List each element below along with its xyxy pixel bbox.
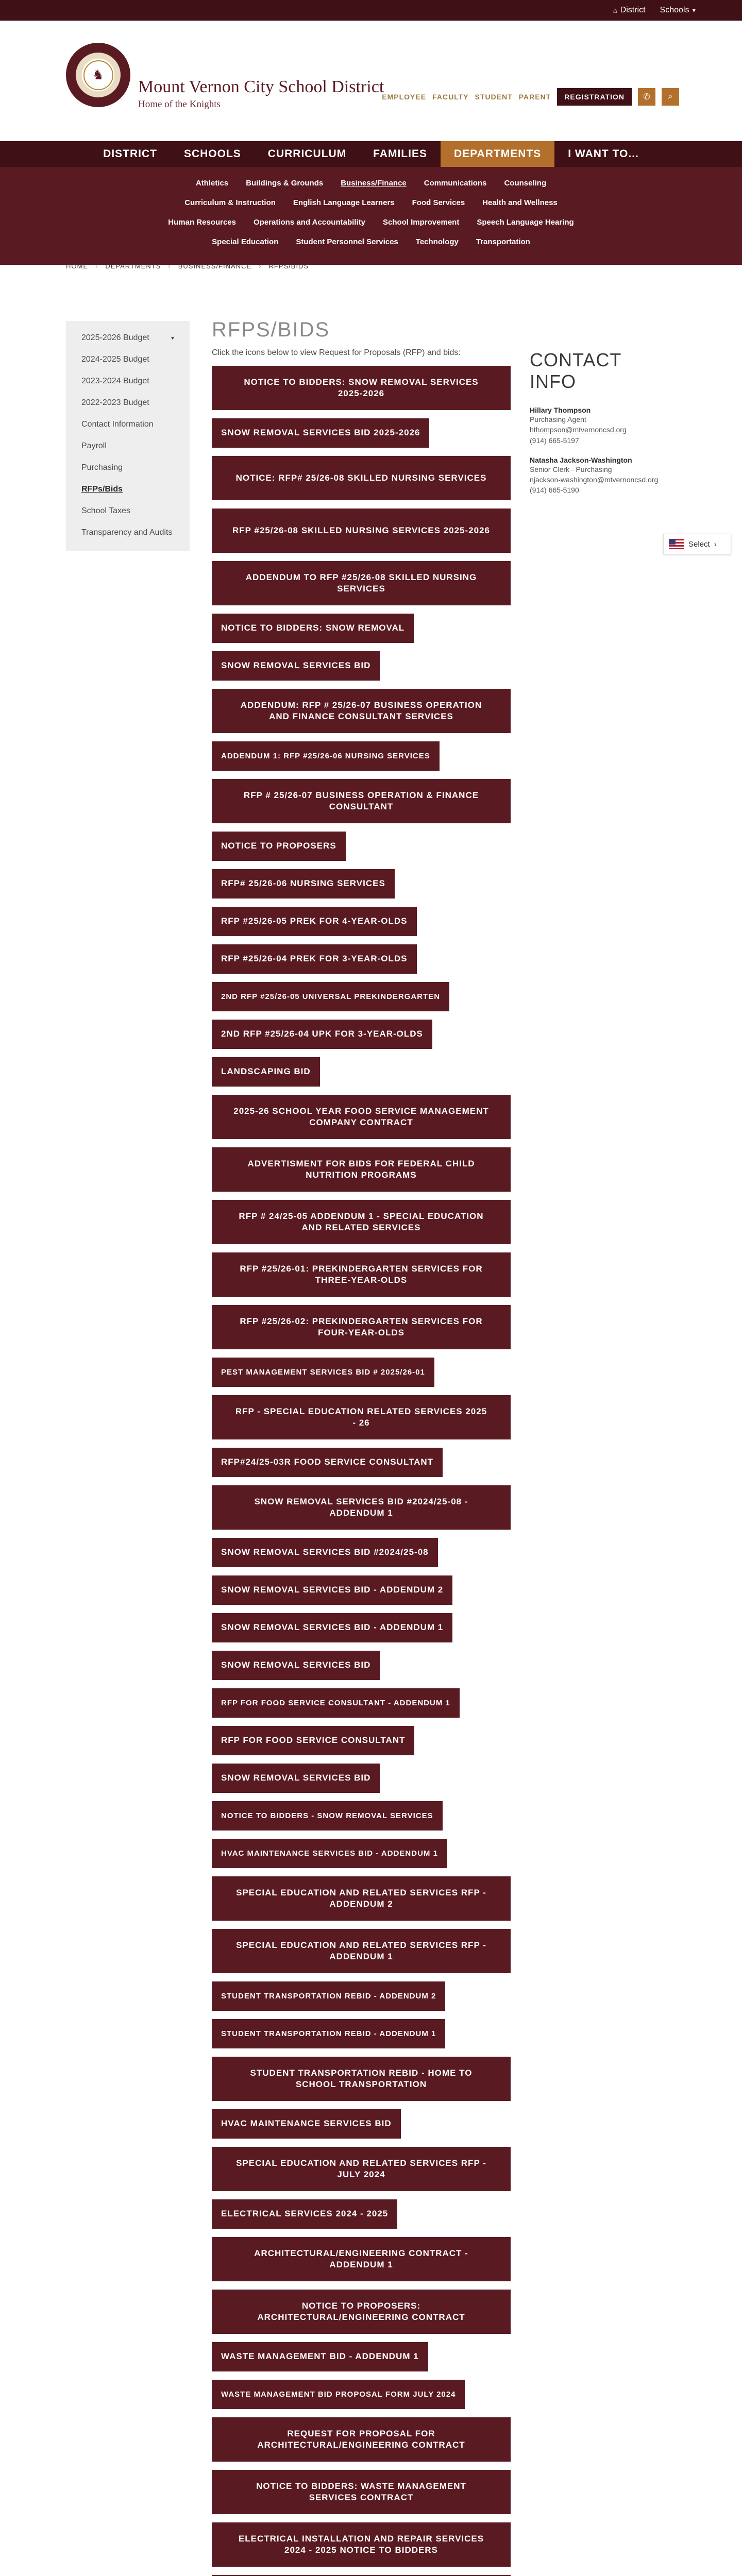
rfp-link-button[interactable]: RFP #25/26-05 PREK FOR 4-YEAR-OLDS [212, 907, 417, 936]
rfp-link-button[interactable]: NOTICE: RFP# 25/26-08 SKILLED NURSING SERVICES [212, 456, 511, 500]
subnav-curriculum-instruction[interactable]: Curriculum & Instruction [184, 198, 276, 207]
rfp-link-button[interactable]: 2ND RFP #25/26-05 UNIVERSAL PREKINDERGARTEN [212, 982, 449, 1011]
rfp-link-button[interactable]: STUDENT TRANSPORTATION REBID - HOME TO SCHOOL TRANSPORTATION [212, 2057, 511, 2101]
brand[interactable] [138, 77, 384, 110]
rfp-link-button[interactable]: WASTE MANAGEMENT BID - ADDENDUM 1 [212, 2342, 428, 2371]
subnav-communications[interactable]: Communications [424, 178, 487, 188]
rfp-link-button[interactable]: SPECIAL EDUCATION AND RELATED SERVICES RFP - ADDENDUM 1 [212, 1929, 511, 1973]
schools-dropdown[interactable] [660, 6, 696, 15]
rfp-link-button[interactable]: NOTICE TO PROPOSERS [212, 832, 346, 861]
subnav-speech-language[interactable]: Speech Language Hearing [477, 217, 574, 227]
home-icon: ⌂ [613, 6, 617, 14]
quicklink-employee[interactable]: EMPLOYEE [382, 93, 427, 101]
rfp-link-button[interactable]: NOTICE TO BIDDERS: WASTE MANAGEMENT SERVICES CONTRACT [212, 2470, 511, 2514]
schools-label: Schools [660, 6, 689, 14]
contact-title: Senior Clerk - Purchasing [530, 465, 612, 473]
sidebar-item-budget-2024-2025[interactable] [66, 349, 190, 370]
rfp-link-button[interactable]: SNOW REMOVAL SERVICES BID [212, 1651, 380, 1680]
rfp-link-button[interactable]: SNOW REMOVAL SERVICES BID #2024/25-08 [212, 1538, 438, 1567]
rfp-link-button[interactable]: SNOW REMOVAL SERVICES BID 2025-2026 [212, 418, 429, 448]
rfp-link-button[interactable]: WASTE MANAGEMENT BID PROPOSAL FORM JULY 2024 [212, 2380, 465, 2409]
quicklinks [382, 88, 679, 106]
sidebar-item-rfps-bids[interactable] [66, 479, 190, 500]
breadcrumb-current: RFPS/BIDS [268, 262, 309, 270]
sidebar-item-contact-information[interactable] [66, 414, 190, 435]
sidebar-item-label: 2023-2024 Budget [81, 377, 149, 385]
sidebar-item-label: 2025-2026 Budget [81, 333, 149, 342]
subnav-student-personnel[interactable]: Student Personnel Services [296, 237, 398, 246]
sidebar-item-school-taxes[interactable] [66, 500, 190, 522]
subnav-technology[interactable]: Technology [415, 237, 459, 246]
utility-bar [0, 0, 742, 21]
rfp-link-button[interactable]: STUDENT TRANSPORTATION REBID - ADDENDUM 1 [212, 2019, 445, 2048]
sidebar-item-label: Contact Information [81, 420, 154, 429]
sidebar-item-label: 2022-2023 Budget [81, 398, 149, 407]
breadcrumb-separator: › [259, 262, 262, 270]
rfp-link-button[interactable]: RFP # 24/25-05 ADDENDUM 1 - SPECIAL EDUCATION AND RELATED SERVICES [212, 1200, 511, 1244]
rfp-link-button[interactable]: ARCHITECTURAL/ENGINEERING CONTRACT - ADDENDUM 1 [212, 2237, 511, 2281]
main-navigation [0, 141, 742, 167]
rfp-link-button[interactable]: SNOW REMOVAL SERVICES BID [212, 651, 380, 681]
contact-phone: (914) 665-5190 [530, 486, 579, 495]
quicklink-faculty[interactable]: FACULTY [432, 93, 469, 101]
breadcrumb-business-finance[interactable]: BUSINESS/FINANCE [178, 262, 252, 270]
us-flag-icon [669, 539, 684, 549]
subnav-athletics[interactable]: Athletics [195, 178, 229, 188]
subnav-business-finance[interactable]: Business/Finance [341, 178, 407, 188]
sidebar-item-label: Purchasing [81, 463, 123, 472]
rfp-link-button[interactable]: NOTICE TO BIDDERS - SNOW REMOVAL SERVICES [212, 1801, 443, 1831]
site-subtitle: Home of the Knights [138, 99, 221, 110]
sidebar-item-budget-2023-2024[interactable] [66, 370, 190, 392]
rfp-link-button[interactable]: RFP #25/26-04 PREK FOR 3-YEAR-OLDS [212, 944, 417, 974]
breadcrumb [66, 262, 309, 270]
rfp-link-button[interactable]: ADVERTISMENT FOR BIDS FOR FEDERAL CHILD NUTRITION PROGRAMS [212, 1147, 511, 1192]
contact-email-link[interactable]: hthompson@mtvernoncsd.org [530, 426, 627, 434]
nav-curriculum[interactable]: CURRICULUM [267, 148, 347, 160]
subnav-transportation[interactable]: Transportation [476, 237, 530, 246]
nav-i-want-to[interactable]: I WANT TO... [568, 148, 639, 160]
sidebar-item-budget-2022-2023[interactable] [66, 392, 190, 414]
nav-schools[interactable]: SCHOOLS [183, 148, 241, 160]
contact-card [530, 456, 664, 496]
seal-emblem-icon: ♞ [83, 60, 113, 90]
section-sidebar [66, 321, 190, 551]
contact-heading: CONTACT INFO [530, 349, 621, 392]
rfp-link-button[interactable]: RFP # 25/26-07 BUSINESS OPERATION & FINANCE CONSULTANT [212, 779, 511, 823]
contact-email-link[interactable]: njackson-washington@mtvernoncsd.org [530, 476, 659, 484]
subnav-health-wellness[interactable]: Health and Wellness [482, 198, 558, 207]
rfp-link-button[interactable]: RFP# 25/26-06 NURSING SERVICES [212, 869, 395, 899]
rfp-link-button[interactable]: HVAC MAINTENANCE SERVICES BID [212, 2109, 401, 2139]
district-seal-logo[interactable] [66, 43, 130, 107]
rfp-link-button[interactable]: RFP FOR FOOD SERVICE CONSULTANT [212, 1726, 414, 1755]
subnav-counseling[interactable]: Counseling [504, 178, 547, 188]
contact-name: Hillary Thompson [530, 406, 591, 414]
chevron-down-icon: ▾ [692, 6, 696, 14]
chevron-down-icon[interactable]: ▾ [171, 334, 174, 342]
rfp-link-button[interactable]: LANDSCAPING BID [212, 1057, 320, 1087]
sidebar-item-label: RFPs/Bids [81, 485, 123, 494]
registration-button[interactable]: REGISTRATION [557, 88, 632, 106]
subnav-school-improvement[interactable]: School Improvement [382, 217, 460, 227]
subnav-buildings-grounds[interactable]: Buildings & Grounds [246, 178, 324, 188]
sidebar-item-label: School Taxes [81, 506, 130, 515]
site-title: Mount Vernon City School District [138, 77, 384, 96]
district-link[interactable] [613, 6, 646, 15]
rfp-link-button[interactable]: RFP #25/26-08 SKILLED NURSING SERVICES 2025-2026 [212, 509, 511, 553]
rfp-link-button[interactable]: NOTICE TO BIDDERS: SNOW REMOVAL [212, 614, 414, 643]
intro-text: Click the icons below to view Request for Proposals (RFP) and bids: [212, 348, 461, 357]
rfp-link-button[interactable]: HVAC MAINTENANCE SERVICES BID - ADDENDUM 1 [212, 1839, 447, 1868]
quicklink-parent[interactable]: PARENT [518, 93, 551, 101]
district-label: District [620, 6, 646, 14]
breadcrumb-separator: › [168, 262, 171, 270]
rfp-link-button[interactable]: STUDENT TRANSPORTATION REBID - ADDENDUM 2 [212, 1981, 445, 2011]
rfp-link-button[interactable]: ADDENDUM 1: RFP #25/26-06 NURSING SERVICES [212, 741, 440, 771]
rfp-link-button[interactable]: RFP #25/26-01: PREKINDERGARTEN SERVICES FOR THREE-YEAR-OLDS [212, 1252, 511, 1297]
rfp-button-list [212, 366, 511, 2576]
nav-district[interactable]: DISTRICT [103, 148, 157, 160]
main-content [212, 318, 511, 2576]
language-selector[interactable] [663, 534, 731, 554]
rfp-link-button[interactable]: NOTICE TO BIDDERS: SNOW REMOVAL SERVICES 2025-2026 [212, 366, 511, 410]
sidebar-item-budget-2025-2026[interactable] [66, 327, 190, 349]
rfp-link-button[interactable]: ELECTRICAL INSTALLATION AND REPAIR SERVICES 2024 - 2025 NOTICE TO BIDDERS [212, 2522, 511, 2567]
rfp-link-button[interactable]: 2ND RFP #25/26-04 UPK FOR 3-YEAR-OLDS [212, 1020, 432, 1049]
rfp-link-button[interactable]: SNOW REMOVAL SERVICES BID #2024/25-08 - ADDENDUM 1 [212, 1485, 511, 1530]
rfp-link-button[interactable]: RFP - SPECIAL EDUCATION RELATED SERVICES 2025 - 26 [212, 1395, 511, 1439]
rfp-link-button[interactable]: RFP#24/25-03R FOOD SERVICE CONSULTANT [212, 1448, 443, 1477]
rfp-link-button[interactable]: PEST MANAGEMENT SERVICES BID # 2025/26-01 [212, 1358, 434, 1387]
rfp-link-button[interactable]: ADDENDUM TO RFP #25/26-08 SKILLED NURSING SERVICES [212, 561, 511, 605]
rfp-link-button[interactable]: SNOW REMOVAL SERVICES BID - ADDENDUM 2 [212, 1575, 452, 1605]
subnav-operations[interactable]: Operations and Accountability [253, 217, 365, 227]
search-icon[interactable]: ⌕ [662, 88, 679, 106]
rfp-link-button[interactable]: ELECTRICAL SERVICES 2024 - 2025 [212, 2199, 397, 2229]
rfp-link-button[interactable]: ADDENDUM: RFP # 25/26-07 BUSINESS OPERATION AND FINANCE CONSULTANT SERVICES [212, 689, 511, 733]
contact-name: Natasha Jackson-Washington [530, 455, 632, 464]
subnav-food-services[interactable]: Food Services [412, 198, 465, 207]
sidebar-item-payroll[interactable] [66, 435, 190, 457]
language-label: Select [688, 539, 710, 549]
page-title: RFPS/BIDS [212, 318, 330, 341]
contact-phone: (914) 665-5197 [530, 436, 579, 445]
breadcrumb-departments[interactable]: DEPARTMENTS [105, 262, 161, 270]
rfp-link-button[interactable]: SPECIAL EDUCATION AND RELATED SERVICES RFP - JULY 2024 [212, 2147, 511, 2191]
breadcrumb-separator: › [95, 262, 98, 270]
rfp-link-button[interactable]: REQUEST FOR PROPOSAL FOR ARCHITECTURAL/ENGINEERING CONTRACT [212, 2417, 511, 2462]
nav-departments[interactable]: DEPARTMENTS [441, 141, 554, 167]
rfp-link-button[interactable]: RFP FOR FOOD SERVICE CONSULTANT - ADDENDUM 1 [212, 1688, 460, 1718]
phone-icon[interactable]: ✆ [638, 88, 655, 106]
contact-info [530, 349, 664, 506]
subnav-special-education[interactable]: Special Education [212, 237, 279, 246]
nav-families[interactable]: FAMILIES [373, 148, 427, 160]
rfp-link-button[interactable]: 2025-26 SCHOOL YEAR FOOD SERVICE MANAGEMENT COMPANY CONTRACT [212, 1095, 511, 1139]
chevron-right-icon: › [714, 539, 717, 549]
rfp-link-button[interactable]: RFP #25/26-02: PREKINDERGARTEN SERVICES FOR FOUR-YEAR-OLDS [212, 1305, 511, 1349]
sidebar-item-label: Transparency and Audits [81, 528, 173, 537]
subnav-ell[interactable]: English Language Learners [293, 198, 395, 207]
sidebar-item-label: Payroll [81, 442, 107, 450]
contact-title: Purchasing Agent [530, 415, 586, 423]
contact-card [530, 406, 664, 446]
sidebar-item-purchasing[interactable] [66, 457, 190, 479]
rfp-link-button[interactable]: SNOW REMOVAL SERVICES BID [212, 1764, 380, 1793]
quicklink-student[interactable]: STUDENT [475, 93, 513, 101]
rfp-link-button[interactable]: NOTICE TO PROPOSERS: ARCHITECTURAL/ENGINEERING CONTRACT [212, 2290, 511, 2334]
site-header [0, 21, 742, 118]
rfp-link-button[interactable]: SPECIAL EDUCATION AND RELATED SERVICES RFP - ADDENDUM 2 [212, 1876, 511, 1921]
subnav-human-resources[interactable]: Human Resources [168, 217, 236, 227]
sidebar-item-transparency-audits[interactable] [66, 522, 190, 544]
rfp-link-button[interactable]: SNOW REMOVAL SERVICES BID - ADDENDUM 1 [212, 1613, 452, 1642]
departments-subnav [0, 167, 742, 265]
sidebar-item-label: 2024-2025 Budget [81, 355, 149, 364]
breadcrumb-home[interactable]: HOME [66, 262, 88, 270]
